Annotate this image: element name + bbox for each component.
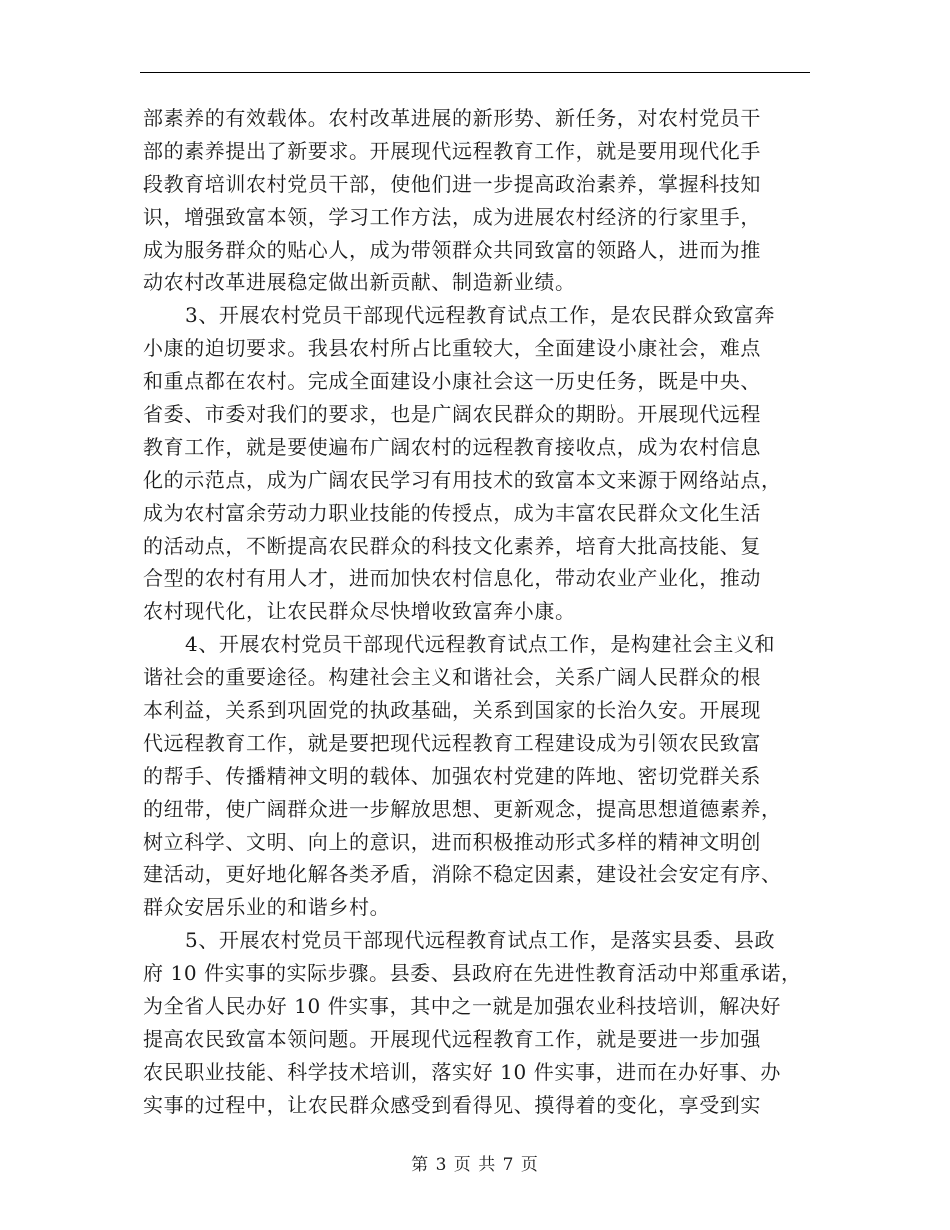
text-line: 府 10 件实事的实际步骤。县委、县政府在先进性教育活动中郑重承诺， — [143, 961, 802, 986]
text-line: 合型的农村有用人才，进而加快农村信息化，带动农业产业化，推动 — [143, 566, 761, 591]
text-line: 的活动点，不断提高农民群众的科技文化素养，培育大批高技能、复 — [143, 533, 761, 558]
text-line: 树立科学、文明、向上的意识，进而积极推动形式多样的精神文明创 — [143, 829, 761, 854]
text-line: 群众安居乐业的和谐乡村。 — [143, 895, 391, 920]
paragraph-first-line: 4、开展农村党员干部现代远程教育试点工作，是构建社会主义和 — [185, 632, 776, 657]
text-line: 部素养的有效载体。农村改革进展的新形势、新任务，对农村党员干 — [143, 106, 761, 130]
text-line: 本利益，关系到巩固党的执政基础，关系到国家的长治久安。开展现 — [143, 698, 761, 723]
text-line: 为全省人民办好 10 件实事，其中之一就是加强农业科技培训，解决好 — [143, 994, 781, 1019]
text-line: 农民职业技能、科学技术培训，落实好 10 件实事，进而在办好事、办 — [143, 1059, 781, 1084]
text-line: 的帮手、传播精神文明的载体、加强农村党建的阵地、密切党群关系 — [143, 763, 761, 788]
text-line: 代远程教育工作，就是要把现代远程教育工程建设成为引领农民致富 — [143, 730, 761, 755]
page-number-footer: 第 3 页 共 7 页 — [411, 1155, 539, 1175]
text-line: 提高农民致富本领问题。开展现代远程教育工作，就是要进一步加强 — [143, 1026, 761, 1051]
text-line: 段教育培训农村党员干部，使他们进一步提高政治素养，掌握科技知 — [143, 171, 761, 196]
paragraph-first-line: 5、开展农村党员干部现代远程教育试点工作，是落实县委、县政 — [185, 928, 776, 953]
text-line: 省委、市委对我们的要求，也是广阔农民群众的期盼。开展现代远程 — [143, 402, 761, 427]
text-line: 建活动，更好地化解各类矛盾，消除不稳定因素，建设社会安定有序、 — [143, 862, 782, 887]
header-rule — [140, 72, 810, 73]
text-line: 成为服务群众的贴心人，成为带领群众共同致富的领路人，进而为推 — [143, 237, 761, 262]
text-line: 部的素养提出了新要求。开展现代远程教育工作，就是要用现代化手 — [143, 138, 761, 163]
text-line: 和重点都在农村。完成全面建设小康社会这一历史任务，既是中央、 — [143, 369, 761, 394]
text-line: 谐社会的重要途径。构建社会主义和谐社会，关系广阔人民群众的根 — [143, 665, 761, 690]
paragraph-first-line: 3、开展农村党员干部现代远程教育试点工作，是农民群众致富奔 — [185, 303, 776, 328]
text-line: 化的示范点，成为广阔农民学习有用技术的致富本文来源于网络站点， — [143, 467, 782, 492]
document-body — [143, 102, 813, 1122]
text-line: 农村现代化，让农民群众尽快增收致富奔小康。 — [143, 599, 576, 624]
text-line: 识，增强致富本领，学习工作方法，成为进展农村经济的行家里手， — [143, 204, 761, 229]
text-line: 的纽带，使广阔群众进一步解放思想、更新观念，提高思想道德素养， — [143, 796, 782, 821]
text-line: 小康的迫切要求。我县农村所占比重较大，全面建设小康社会，难点 — [143, 336, 761, 361]
text-line: 教育工作，就是要使遍布广阔农村的远程教育接收点，成为农村信息 — [143, 434, 761, 459]
text-line: 实事的过程中，让农民群众感受到看得见、摸得着的变化，享受到实 — [143, 1092, 761, 1117]
text-line: 动农村改革进展稳定做出新贡献、制造新业绩。 — [143, 270, 576, 295]
text-line: 成为农村富余劳动力职业技能的传授点，成为丰富农民群众文化生活 — [143, 500, 761, 525]
